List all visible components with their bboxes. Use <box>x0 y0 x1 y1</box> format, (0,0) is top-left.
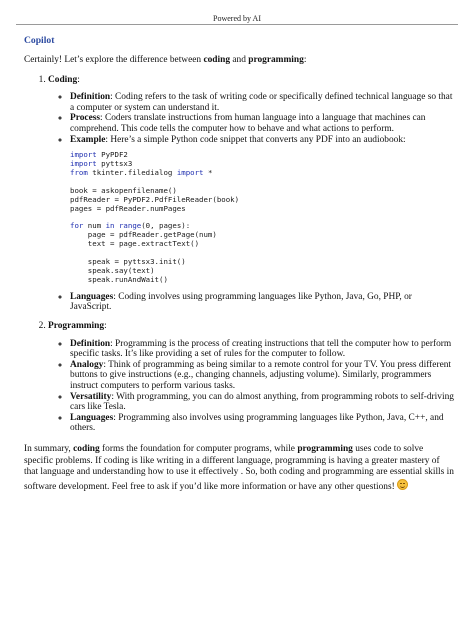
page-header: Powered by AI <box>213 14 261 23</box>
section-coding <box>48 75 454 313</box>
list-item <box>70 135 454 285</box>
code-line: pages = pdfReader.numPages <box>70 203 186 213</box>
summary-term-coding: coding <box>73 443 100 454</box>
section-title-text: Coding <box>48 74 78 85</box>
summary-term-programming: programming <box>297 443 353 454</box>
item-label: Languages <box>70 412 114 423</box>
item-label: Versatility <box>70 391 112 402</box>
code-text: (0, pages): <box>141 221 191 231</box>
code-keyword: range <box>118 221 142 231</box>
code-keyword: import <box>70 150 97 160</box>
list-item <box>70 392 454 413</box>
item-text: : Coding involves using programming languages like Python, Java, Go, PHP, or JavaScript. <box>70 291 412 313</box>
header-divider <box>16 24 458 25</box>
list-item <box>70 339 454 360</box>
list-item <box>70 113 454 134</box>
smiling-face-icon <box>397 479 408 490</box>
code-line: book = askopenfilename() <box>70 185 177 195</box>
code-text: PyPDF2 <box>96 150 128 160</box>
code-keyword: in <box>105 221 115 231</box>
item-label: Process <box>70 113 101 124</box>
summary-paragraph <box>24 444 454 494</box>
list-item <box>70 413 454 434</box>
item-text: : Coders translate instructions from human language into a language that machines can comprehend. This code tells the computer how to behave and what actions to perform. <box>70 113 426 134</box>
summary-text: forms the foundation for computer programs, while <box>99 443 298 454</box>
list-item <box>70 360 454 392</box>
main-list <box>24 75 454 434</box>
code-line: text = page.extractText() <box>70 239 200 249</box>
item-text: : Programming also involves using programming languages like Python, Java, C++, and others. <box>70 412 444 434</box>
code-keyword: import <box>176 167 204 177</box>
code-line: speak = pyttsx3.init() <box>70 257 186 267</box>
item-text: : With programming, you can do almost anything, from programming robots to self-driving cars like Tesla. <box>70 391 454 413</box>
intro-term-programming: programming <box>248 55 304 65</box>
intro-term-coding: coding <box>203 55 231 65</box>
summary-text: uses code to solve specific problems. If coding is like writing in a different language, programming is having a greater mastery of that language and understanding how to use it effectively . So, both coding and programming are essential skills in software development. Feel free to ask if you’d like more information or have any other questions! <box>24 443 454 493</box>
code-text: num <box>83 221 106 231</box>
item-text: : Think of programming as being similar to a remote control for your TV. You press different buttons to give instructions (e.g., changing channels, adjusting volume). Similarly, programmers instruct computers to perform various tasks. <box>70 359 452 391</box>
summary-text: In summary, <box>24 443 74 454</box>
item-label: Definition <box>70 92 111 103</box>
item-text: : Programming is the process of creating instructions that tell the computer how to perform specific tasks. It’s like providing a set of rules for the computer to follow. <box>70 338 452 360</box>
section-title: 2. Programming: <box>48 320 107 331</box>
document-body <box>24 35 454 494</box>
item-label: Analogy <box>70 359 104 370</box>
section-title-text: Programming <box>48 320 105 331</box>
section-title: 1. Coding: <box>48 74 80 85</box>
intro-paragraph <box>24 55 454 66</box>
programming-points <box>48 339 454 434</box>
section-programming <box>48 321 454 434</box>
assistant-name: Copilot <box>24 35 55 46</box>
code-line: pdfReader = PyPDF2.PdfFileReader(book) <box>70 194 240 204</box>
item-text: : Here’s a simple Python code snippet that converts any PDF into an audiobook: <box>105 134 406 145</box>
item-label: Example <box>70 134 106 145</box>
list-item <box>70 292 454 313</box>
code-keyword: for <box>70 221 84 231</box>
code-block <box>70 151 454 285</box>
intro-text-after: : <box>303 55 307 65</box>
code-line: speak.say(text) <box>70 265 155 275</box>
intro-text-middle: and <box>230 55 249 65</box>
code-text: * <box>203 167 213 177</box>
code-line: speak.runAndWait() <box>70 274 168 284</box>
code-text: tkinter.filedialog <box>87 167 177 177</box>
item-label: Definition <box>70 338 111 349</box>
item-text: : Coding refers to the task of writing code or specifically defined technical language so that a computer or system can understand it. <box>70 92 453 113</box>
coding-points <box>48 92 454 313</box>
code-text: pyttsx3 <box>96 159 133 169</box>
list-item <box>70 92 454 113</box>
code-line: page = pdfReader.getPage(num) <box>70 230 217 240</box>
item-label: Languages <box>70 291 114 302</box>
code-keyword: import <box>70 159 97 169</box>
code-keyword: from <box>70 167 88 177</box>
intro-text-before: Certainly! Let’s explore the difference between <box>24 55 204 65</box>
